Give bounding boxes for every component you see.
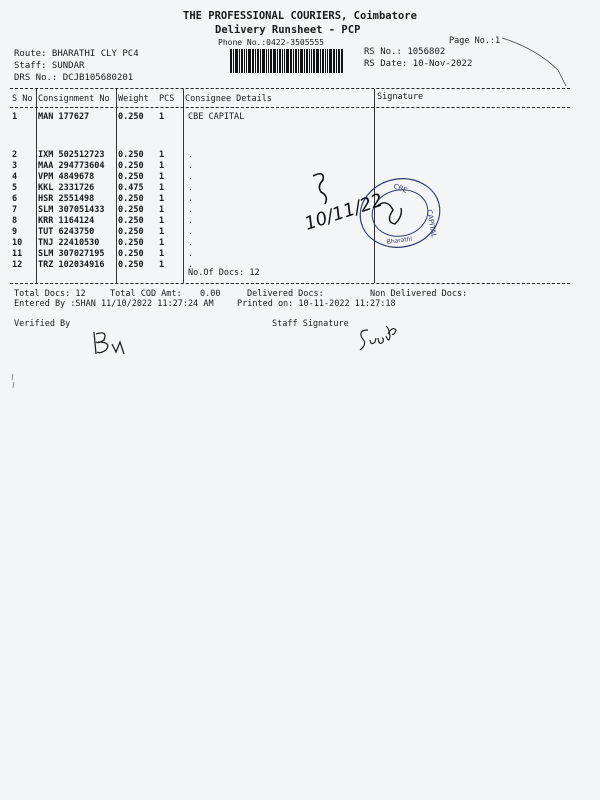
cell-pcs: 1 bbox=[159, 216, 165, 226]
staff-signature-label: Staff Signature bbox=[272, 319, 349, 329]
rs-number: RS No.: 1056802 bbox=[364, 47, 446, 57]
header-consignment-no: Consignment No bbox=[38, 94, 110, 104]
cell-consignment-no: TNJ 22410530 bbox=[38, 238, 100, 248]
barcode bbox=[230, 49, 344, 73]
page-number: Page No.:1 bbox=[449, 36, 501, 46]
total-cod-label: Total COD Amt: bbox=[110, 289, 182, 299]
cell-pcs: 1 bbox=[159, 183, 165, 193]
header-signature: Signature bbox=[377, 92, 424, 102]
svg-text:CBE: CBE bbox=[392, 182, 409, 195]
cell-consignment-no: KRR 1164124 bbox=[38, 216, 95, 226]
cell-sno: 5 bbox=[12, 183, 18, 193]
delivered-docs: Delivered Docs: bbox=[247, 289, 324, 299]
cell-consignment-no: IXM 502512723 bbox=[38, 150, 105, 160]
verifier-signature bbox=[88, 328, 133, 358]
cell-consignment-no: KKL 2331726 bbox=[38, 183, 95, 193]
cell-consignee: . bbox=[188, 216, 194, 226]
cell-consignment-no: TUT 6243750 bbox=[38, 227, 95, 237]
cell-weight: 0.250 bbox=[118, 194, 144, 204]
cell-consignment-no: TRZ 102034916 bbox=[38, 260, 105, 270]
cell-sno: 7 bbox=[12, 205, 18, 215]
cell-weight: 0.250 bbox=[118, 260, 144, 270]
cell-sno: 9 bbox=[12, 227, 18, 237]
phone-number: Phone No.:0422-3505555 bbox=[218, 38, 324, 47]
cell-consignment-no: SLM 307027195 bbox=[38, 249, 105, 259]
header-pcs: PCS bbox=[159, 94, 175, 104]
drs-number: DRS No.: DCJB105680201 bbox=[14, 73, 134, 83]
cell-consignment-no: SLM 307051433 bbox=[38, 205, 105, 215]
cell-weight: 0.250 bbox=[118, 205, 144, 215]
cell-sno: 6 bbox=[12, 194, 18, 204]
table-header-rule bbox=[10, 107, 570, 108]
cell-consignee: . bbox=[188, 205, 194, 215]
non-delivered-docs: Non Delivered Docs: bbox=[370, 289, 468, 299]
rs-date: RS Date: 10-Nov-2022 bbox=[364, 59, 473, 69]
margin-mark bbox=[8, 372, 18, 392]
cell-pcs: 1 bbox=[159, 260, 165, 270]
table-bottom-rule bbox=[10, 283, 570, 284]
cell-sno: 4 bbox=[12, 172, 18, 182]
cell-weight: 0.250 bbox=[118, 227, 144, 237]
svg-text:10/11/22: 10/11/22 bbox=[302, 189, 386, 235]
cell-weight: 0.250 bbox=[118, 216, 144, 226]
delivery-stamp bbox=[295, 168, 455, 258]
header-sno: S No bbox=[12, 94, 33, 104]
cell-sno: 3 bbox=[12, 161, 18, 171]
cell-pcs: 1 bbox=[159, 238, 165, 248]
cell-sno: 10 bbox=[12, 238, 23, 248]
cell-pcs: 1 bbox=[159, 227, 165, 237]
total-docs: Total Docs: 12 bbox=[14, 289, 86, 299]
cell-weight: 0.250 bbox=[118, 150, 144, 160]
no-of-docs: No.Of Docs: 12 bbox=[188, 268, 260, 278]
cell-pcs: 1 bbox=[159, 172, 165, 182]
cell-weight: 0.250 bbox=[118, 249, 144, 259]
table-top-rule bbox=[10, 88, 570, 89]
cell-weight: 0.250 bbox=[118, 161, 144, 171]
route: Route: BHARATHI CLY PC4 bbox=[14, 49, 139, 59]
cell-pcs: 1 bbox=[159, 161, 165, 171]
cell-consignment-no: MAA 294773604 bbox=[38, 161, 105, 171]
header-consignee-details: Consignee Details bbox=[185, 94, 272, 104]
cell-pcs: 1 bbox=[159, 194, 165, 204]
svg-text:CAPITAL: CAPITAL bbox=[425, 208, 438, 239]
cell-sno: 12 bbox=[12, 260, 23, 270]
cell-sno: 2 bbox=[12, 150, 18, 160]
cell-weight: 0.250 bbox=[118, 172, 144, 182]
cell-consignee: . bbox=[188, 161, 194, 171]
cell-pcs: 1 bbox=[159, 150, 165, 160]
cell-pcs: 1 bbox=[159, 205, 165, 215]
verified-by-label: Verified By bbox=[14, 319, 71, 329]
cell-sno: 11 bbox=[12, 249, 23, 259]
cell-consignment-no: VPM 4849678 bbox=[38, 172, 95, 182]
printed-on: Printed on: 10-11-2022 11:27:18 bbox=[237, 299, 396, 309]
column-divider bbox=[36, 89, 37, 283]
cell-pcs: 1 bbox=[159, 112, 165, 122]
cell-sno: 1 bbox=[12, 112, 18, 122]
cell-consignee: . bbox=[188, 183, 194, 193]
cell-consignee: . bbox=[188, 172, 194, 182]
header-weight: Weight bbox=[118, 94, 149, 104]
cell-consignee: . bbox=[188, 150, 194, 160]
cell-consignee: CBE CAPITAL bbox=[188, 112, 245, 122]
cell-consignee: . bbox=[188, 238, 194, 248]
company-name: THE PROFESSIONAL COURIERS, Coimbatore bbox=[183, 10, 417, 22]
entered-by: Entered By :SHAN 11/10/2022 11:27:24 AM bbox=[14, 299, 214, 309]
cell-consignee: . bbox=[188, 227, 194, 237]
svg-text:Bharathi: Bharathi bbox=[386, 235, 413, 246]
cell-consignee: . bbox=[188, 194, 194, 204]
total-cod-value: 0.00 bbox=[200, 289, 221, 299]
cell-consignment-no: MAN 177627 bbox=[38, 112, 90, 122]
cell-pcs: 1 bbox=[159, 249, 165, 259]
column-divider bbox=[116, 89, 117, 283]
cell-weight: 0.475 bbox=[118, 183, 144, 193]
cell-consignment-no: HSR 2551498 bbox=[38, 194, 95, 204]
column-divider bbox=[183, 89, 184, 283]
document-title: Delivery Runsheet - PCP bbox=[215, 24, 361, 36]
cell-sno: 8 bbox=[12, 216, 18, 226]
cell-consignee: . bbox=[188, 249, 194, 259]
cell-weight: 0.250 bbox=[118, 112, 144, 122]
staff-name: Staff: SUNDAR bbox=[14, 61, 85, 71]
cell-consignee: . bbox=[188, 260, 194, 270]
cell-weight: 0.250 bbox=[118, 238, 144, 248]
pen-stroke-mark bbox=[500, 30, 570, 90]
staff-signature bbox=[356, 316, 404, 356]
